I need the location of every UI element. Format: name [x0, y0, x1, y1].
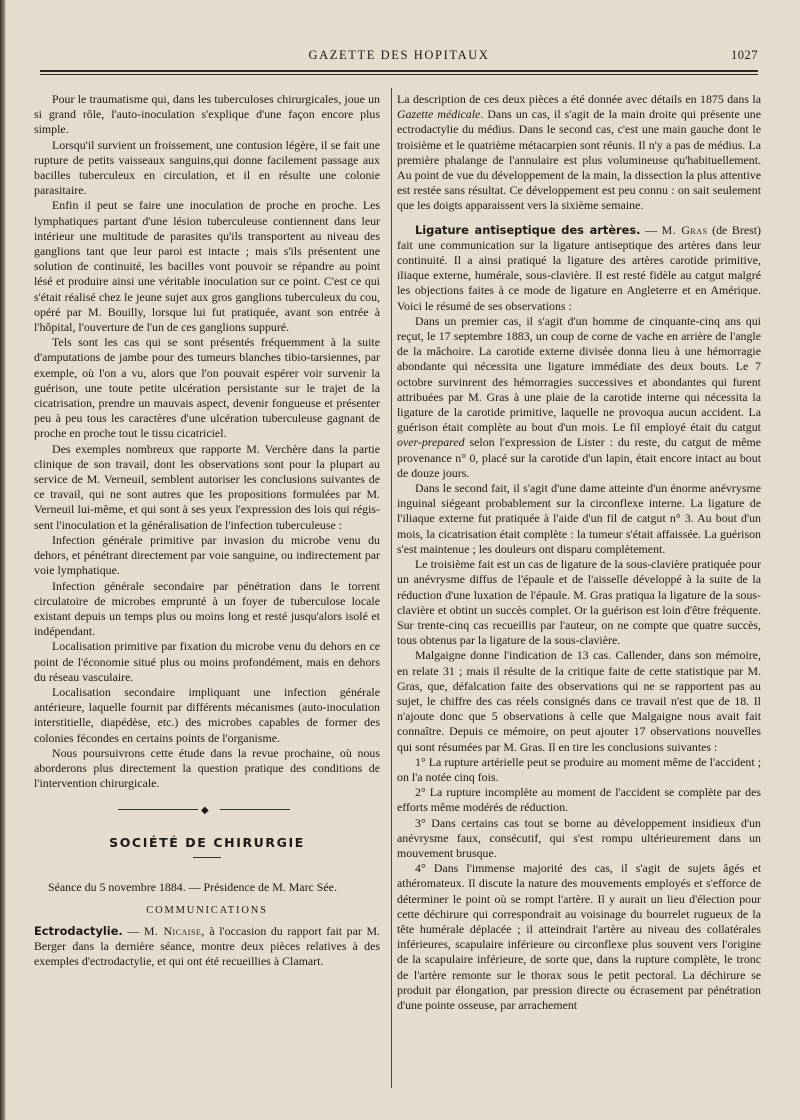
- author-name: M. Nicaise,: [143, 923, 205, 938]
- paragraph: Dans le second fait, il s'agit d'une dame atteinte d'un énorme anévrysme inguinal siégeant probablement sur la circonflexe interne. La ligature de l'iliaque externe fut pratiquée à l'aide d'un fil de catgut n° 3. Au bout d'un mois, la cicatrisation était complète : la tumeur s'était affaissée. La guérison s'est maintenue ; les douleurs ont disparu complètement.: [397, 481, 761, 556]
- header-rule-thin: [40, 74, 758, 75]
- ectrodactylie-paragraph: Ectrodactylie. — M. Nicaise, à l'occasion du rapport fait par M. Berger dans la dernière séance, montre deux pièces relatives à des exemples d'ectrodactylie, et qui ont été recueillies à Clamart.: [34, 923, 380, 969]
- paragraph: Infection générale primitive par invasion du microbe venu du dehors, et pénétrant directement par voie sanguine, ou indirectement par voie lymphatique.: [34, 532, 380, 578]
- paragraph: Malgaigne donne l'indication de 13 cas. Callender, dans son mémoire, en relate 31 ; mais il résulte de la critique faite de cette statistique par M. Gras, que, défalcation faite des observations qui ne se rapportent pas au sujet, le chiffre des cas réels consignés dans ce travail n'est que de 18. Il n'ajoute donc que 5 observations à celle que Malgaigne nous avait fait connaître. Depuis ce mémoire, on peut ajouter 17 observations nouvelles qui sont résumées par M. Gras. Il en tire les conclusions suivantes :: [397, 648, 761, 754]
- conclusion-item: 4° Dans l'immense majorité des cas, il s'agit de sujets âgés et athéromateux. Il discute la nature des mouvements employés et s'efforce de déterminer le point où se rompt l'artère. Il y aurait un lieu d'élection pour cette déchirure qui correspondrait au voisinage du bourrelet rugueux de la tête humérale déplacée ; il atteindrait l'artère au niveau des collatérales inférieures, scapulaire inférieure ou circonflexe plus souvent vers l'origine de la scapulaire inférieure, de sorte que, dans la rupture complète, le tronc de l'artère remonte sur le thorax sous le petit pectoral. La déchirure se produit par élongation, par pression directe ou écrasement par pénétration d'une pointe osseuse, par arrachement: [397, 861, 761, 1012]
- subsection-heading: COMMUNICATIONS: [146, 904, 268, 916]
- runin-heading: Ectrodactylie.: [34, 923, 123, 938]
- text-run: . Dans un cas, il s'agit de la main droite qui présente une ectrodactylie du médius. Dans le second cas, c'est une main gauche dont le troisième et le quatrième métacarpien sont réunis. Il n'y a pas de médius. La première phalange de l'annulaire est plus volumineuse qu'habituellement. Au point de vue du développement de la main, la dissection la plus attentive est restée sans résultat. Ce développement est peu connu : on sait seulement que les doigts apparaissent vers la sixième semaine.: [397, 107, 761, 213]
- journal-title: GAZETTE DES HOPITAUX: [308, 48, 490, 62]
- paragraph: Le troisième fait est un cas de ligature de la sous-clavière pratiquée pour un anévrysme diffus de l'épaule et de l'aisselle développé à la suite de la réduction d'une luxation de l'épaule. M. Gras pratiqua la ligature de la sous-clavière et obtint un succès complet. Or la guérison est loin d'être fréquente. Sur trente-cinq cas recueillis par l'auteur, on ne compte que quatre succès, tous obtenus par la ligature de la sous-clavière.: [397, 557, 761, 648]
- paragraph: Pour le traumatisme qui, dans les tuberculoses chirurgicales, joue un si grand rôle, l'auto-inoculation s'explique d'une façon encore plus simple.: [34, 92, 380, 137]
- left-column: [34, 92, 380, 970]
- session-line: Séance du 5 novembre 1884. — Présidence de M. Marc Sée.: [48, 879, 337, 894]
- section-ornament: [34, 803, 380, 817]
- title-rule: [193, 857, 221, 858]
- text-run: selon l'expression de Lister : du reste, du catgut de même provenance n° 0, placé sur la carotide d'un lapin, était encore intact au bout de douze jours.: [397, 435, 761, 480]
- paragraph-text: (de Brest) fait une communication sur la ligature antiseptique des artères dans leur continuité. Il a ainsi pratiqué la ligature des artères carotide primitive, iliaque externe, humérale, sous-clavière. Il est resté fidèle au catgut malgré les objections faites à ce mode de ligature en Angleterre et en Amérique. Voici le résumé de ses observations :: [397, 222, 761, 313]
- italic-term: over-prepared: [397, 435, 465, 450]
- right-column: [397, 92, 761, 1013]
- paragraph: Lorsqu'il survient un froissement, une contusion légère, il se fait une rupture de petits vaisseaux sanguins,qui donne facilement passage aux bacilles tuberculeux en circulation, et il en résulte une colonie parasitaire.: [34, 137, 380, 198]
- column-divider: [391, 88, 392, 1088]
- ornament-diamond: ◆: [201, 805, 209, 817]
- section-title: SOCIÉTÉ DE CHIRURGIE: [109, 835, 305, 851]
- paragraph: Infection générale secondaire par pénétration dans le torrent circulatoire de microbes emprunté à un foyer de tuberculose locale existant depuis un temps plus ou moins long et resté jusqu'alors isolé et indépendant.: [34, 578, 380, 639]
- author-name: M. Gras: [661, 222, 708, 237]
- ornament-rule-left: [118, 809, 198, 810]
- ornament-rule-right: [220, 809, 290, 810]
- paragraph: Tels sont les cas qui se sont présentés fréquemment à la suite d'amputations de jambe pour des tumeurs blanches tibio-tarsiennes, par exemple, où l'on a vu, alors que l'on pouvait espérer voir survenir la guérison, une toute petite ulcération persistante sur le trajet de la cicatrisation, prendre un mauvais aspect, devenir fongueuse et présenter peu à peu tous les caractères d'une ulcération tuberculeuse gagnant de proche en proche tout le tissu cicatriciel.: [34, 335, 380, 441]
- paragraph-text: à l'occasion du rapport fait par M. Berger dans la dernière séance, montre deux pièces relatives à des exemples d'ectrodactylie, et qui ont été recueillies à Clamart.: [34, 923, 380, 969]
- paragraph: [397, 314, 761, 481]
- page-binding-edge: [0, 0, 6, 1120]
- paragraph: Localisation primitive par fixation du microbe venu du dehors en ce point de l'économie situé plus ou moins profondément, mais en dehors du réseau vasculaire.: [34, 639, 380, 684]
- conclusion-item: 3° Dans certains cas tout se borne au développement insidieux d'un anévrysme faux, consécutif, qui s'est rompu ultérieurement dans un mouvement brusque.: [397, 815, 761, 860]
- paragraph: Localisation secondaire impliquant une infection générale antérieure, laquelle fournit par différents mécanismes (auto-inoculation interstitielle, diapédèse, etc.) des microbes capables de former des colonies fécondes en certains points de l'organisme.: [34, 684, 380, 745]
- paragraph: Nous poursuivrons cette étude dans la revue prochaine, où nous aborderons plus directement la question pratique des conditions de l'intervention chirurgicale.: [34, 745, 380, 791]
- header-rule: [40, 70, 758, 72]
- paragraph: [397, 92, 761, 214]
- page-number: 1027: [731, 48, 758, 62]
- paragraph: Des exemples nombreux que rapporte M. Verchère dans la partie clinique de son travail, dont les observations sont pour la plupart au service de M. Verneuil, semblent autoriser les conclusions suivantes de ce travail, qui ne sont autres que les propositions formulées par M. Verneuil lui-même, et qui sont à ses yeux l'expression des lois qui régissent l'inoculation et la généralisation de l'infection tuberculeuse :: [34, 441, 380, 532]
- text-run: Dans un premier cas, il s'agit d'un homme de cinquante-cinq ans qui reçut, le 17 septembre 1883, un coup de corne de vache en arrière de l'angle de la mâchoire. La carotide externe divisée donna lieu à une hémorragie abondante qui nécessita une ligature immédiate des deux bouts. Le 7 octobre survinrent des hémorragies successives et abondantes qui furent attribuées par M. Gras à une plaie de la carotide interne qui nécessita la ligature de la carotide primitive, laquelle ne provoqua aucun accident. La guérison était complète au bout d'un mois. Le fil employé était du catgut: [397, 313, 761, 435]
- ligature-paragraph: Ligature antiseptique des artères. — M. Gras (de Brest) fait une communication sur la ligature antiseptique des artères dans leur continuité. Il a ainsi pratiqué la ligature des artères carotide primitive, iliaque externe, humérale, sous-clavière. Il est resté fidèle au catgut malgré les objections faites à ce mode de ligature en Angleterre et en Amérique. Voici le résumé de ses observations :: [397, 222, 761, 313]
- conclusion-item: 2° La rupture incomplète au moment de l'accident se complète par des efforts même modérés de réduction.: [397, 785, 761, 815]
- runin-heading: Ligature antiseptique des artères.: [415, 222, 641, 237]
- journal-ref: Gazette médicale: [397, 107, 481, 122]
- text-run: La description de ces deux pièces a été donnée avec détails en 1875 dans la: [397, 92, 761, 106]
- conclusion-item: 1° La rupture artérielle peut se produire au moment même de l'accident ; on l'a notée cinq fois.: [397, 754, 761, 784]
- page-header: [40, 48, 758, 68]
- paragraph: Enfin il peut se faire une inoculation de proche en proche. Les lymphatiques partant d'une lésion tuberculeuse contiennent dans leur intérieur une multitude de parasites qu'ils transportent au niveau des ganglions tant que leur paroi est intacte ; mais s'ils présentent une solution de continuité, les bacilles vont pouvoir se répandre au point lésé et produire ainsi une véritable inoculation sur ce point. C'est ce qui s'était réalisé chez le jeune sujet aux gros ganglions tuberculeux du cou, opéré par M. Bouilly, lorsque lui fut pratiquée, avant son entrée à l'hôpital, l'ouverture de l'un de ces ganglions suppuré.: [34, 198, 380, 335]
